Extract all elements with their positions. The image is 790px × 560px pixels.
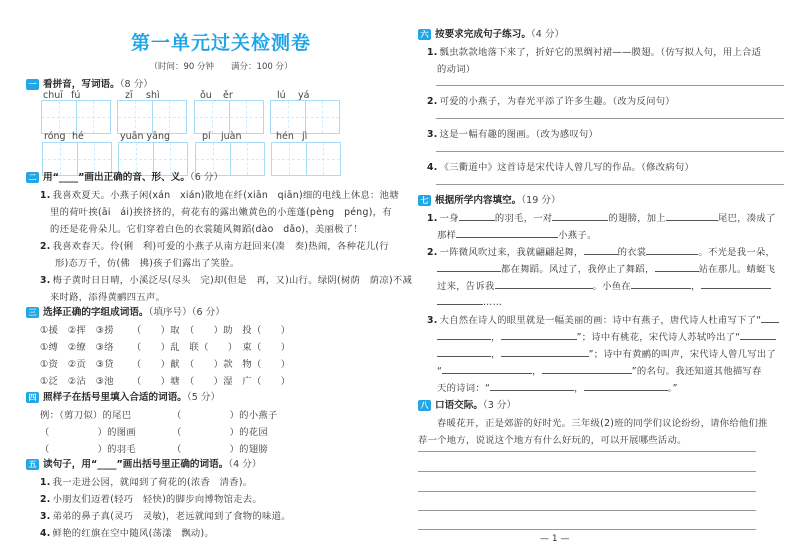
page-title: 第一单元过关检测卷 <box>130 32 311 54</box>
fill-blank[interactable] <box>701 279 771 289</box>
s3-row: ①资 ②贡 ③贷 （ ）献 （ ）款 物（ ） <box>40 359 291 370</box>
fill-blank[interactable] <box>542 364 632 374</box>
s7-q3-line2: ， ”；诗中有桃花，宋代诗人苏轼吟出了“ <box>437 329 776 343</box>
section-score: （3 分） <box>482 400 517 411</box>
section-title: 用“____”画出正确的音、形、义。 <box>43 172 190 183</box>
answer-line[interactable] <box>436 184 784 185</box>
s2-line: 2. 我喜欢春天。伶(俐 利)可爱的小燕子从南方赶回来(凑 奏)热闹，各种花儿(行 <box>40 241 389 252</box>
answer-line[interactable] <box>418 510 756 511</box>
section-badge: 一 <box>26 79 39 90</box>
fill-blank[interactable] <box>552 211 608 221</box>
pinyin-4b: yá <box>298 90 310 101</box>
pinyin-6: yuān yāng <box>120 131 171 142</box>
section-badge: 二 <box>26 172 39 183</box>
right-column <box>418 0 777 560</box>
section-score: （6 分） <box>189 172 224 183</box>
pinyin-3a: ǒu <box>200 90 212 101</box>
s4-cell: （ ）的花园 <box>172 427 268 438</box>
fill-blank[interactable] <box>501 330 577 340</box>
s5-line: 2. 小朋友们迈着(轻巧 轻快)的脚步向博物馆走去。 <box>40 494 262 505</box>
pinyin-5a: róng <box>44 131 66 142</box>
s4-cell: 例：（剪刀似）的尾巴 <box>40 410 132 421</box>
answer-line[interactable] <box>436 118 784 119</box>
section-5-heading <box>26 456 261 470</box>
section-badge: 七 <box>418 195 431 206</box>
fill-blank[interactable] <box>584 381 668 391</box>
pinyin-2b: shì <box>146 90 160 101</box>
pinyin-3b: ěr <box>223 90 233 101</box>
s2-line: 的还是花骨朵儿。它们穿着白色的衣裳随风舞蹈(dào dǎo)，美丽极了！ <box>50 224 363 235</box>
fill-blank[interactable] <box>495 279 593 289</box>
writing-grid[interactable] <box>41 100 111 134</box>
s7-q3-line1: 3. 大自然在诗人的眼里就是一幅美丽的画：诗中有燕子，唐代诗人杜甫写下了“ <box>427 312 779 326</box>
s7-q2-line1: 2. 一阵微风吹过来，我就翩翩起舞， 的衣裳 。不光是我一朵， <box>427 247 776 258</box>
s5-line: 3. 弟弟的鼻子真(灵巧 灵敏)，老远就闻到了食物的味道。 <box>40 511 291 522</box>
answer-line[interactable] <box>418 491 756 492</box>
answer-line[interactable] <box>418 451 756 452</box>
fill-blank[interactable] <box>666 211 718 221</box>
left-column <box>26 0 413 560</box>
section-badge: 八 <box>418 400 431 411</box>
fill-blank[interactable] <box>437 347 491 357</box>
s8-line: 春暖花开，正是郊游的好时光。三年级(2)班的同学们议论纷纷，请你给他们推 <box>437 418 768 429</box>
pinyin-1b: fú <box>71 90 81 101</box>
pinyin-1a: chuī <box>43 90 63 101</box>
fill-blank[interactable] <box>584 245 618 255</box>
fill-blank[interactable] <box>437 295 483 305</box>
section-score: （4 分） <box>228 459 262 470</box>
section-score: （5 分） <box>186 392 221 403</box>
s4-cell: （ ）的翅膀 <box>172 444 268 455</box>
fill-blank[interactable] <box>631 279 691 289</box>
s6-line: 3. 这是一幅有趣的图画。（改为感叹句） <box>427 129 599 140</box>
s7-q3-line4: “ ， ”的名句。我还知道其他描写春 <box>437 366 762 377</box>
section-3-heading <box>26 304 225 318</box>
section-7-heading <box>418 192 561 206</box>
pinyin-2a: zī <box>125 90 133 101</box>
pinyin-7a: pí <box>202 131 211 142</box>
section-title: 选择正确的字组成词语。 <box>43 307 149 318</box>
section-6-heading <box>418 26 564 40</box>
section-badge: 六 <box>418 29 431 40</box>
section-score: （4 分） <box>530 29 565 40</box>
section-score: （填序号）（6 分） <box>148 307 225 318</box>
s6-line: 的动词） <box>437 64 476 75</box>
answer-line[interactable] <box>418 529 756 530</box>
s3-row: ①援 ②挥 ③捞 （ ）取 （ ）助 投（ ） <box>40 325 291 336</box>
pinyin-8a: hén <box>276 131 294 142</box>
s3-row: ①泛 ②沾 ③池 （ ）塘 （ ）湿 广（ ） <box>40 376 291 387</box>
writing-grid[interactable] <box>194 100 264 134</box>
s2-line: 形)态万千，仿(佛 拂)孩子们露出了笑脸。 <box>55 258 240 269</box>
pinyin-7b: juàn <box>221 131 242 142</box>
writing-grid[interactable] <box>271 142 341 176</box>
pinyin-8b: jì <box>302 131 308 142</box>
section-title: 根据所学内容填空。 <box>435 195 522 206</box>
s2-line: 3. 梅子黄时日日晴，小溪泛尽(尽头 完)却(但是 再，又)山行。绿阴(树荫 荫凉)不减 <box>40 275 413 286</box>
section-badge: 五 <box>26 459 39 470</box>
answer-line[interactable] <box>436 85 784 86</box>
fill-blank[interactable] <box>655 262 699 272</box>
section-title: 按要求完成句子练习。 <box>435 29 531 40</box>
section-title: 照样子在括号里填入合适的词语。 <box>43 392 187 403</box>
fill-blank[interactable] <box>442 364 532 374</box>
answer-line[interactable] <box>436 151 784 152</box>
s8-line: 荐一个地方，说说这个地方有什么好玩的，可以开展哪些活动。 <box>418 435 687 446</box>
section-badge: 四 <box>26 392 39 403</box>
s5-line: 1. 我一走进公园，就闻到了荷花的(浓香 清香)。 <box>40 477 253 488</box>
fill-blank[interactable] <box>437 262 501 272</box>
fill-blank[interactable] <box>761 313 779 323</box>
section-title: 看拼音，写词语。 <box>43 79 120 90</box>
section-8-heading <box>418 397 516 411</box>
s3-row: ①缚 ②缭 ③络 （ ）乱 联（ ） 束（ ） <box>40 342 291 353</box>
fill-blank[interactable] <box>490 381 574 391</box>
fill-blank[interactable] <box>437 330 491 340</box>
fill-blank[interactable] <box>501 347 589 357</box>
fill-blank[interactable] <box>456 228 558 238</box>
s6-line: 4. 《三衢道中》这首诗是宋代诗人曾几写的作品。（修改病句） <box>427 162 695 173</box>
section-2-heading <box>26 169 223 183</box>
s7-q2-line3: 过来，告诉我 。小鱼在 ， <box>437 278 771 292</box>
section-score: （19 分） <box>521 195 561 206</box>
s7-q1-line2: 那样 小燕子。 <box>437 230 597 241</box>
s4-cell: （ ）的图画 <box>40 427 136 438</box>
section-badge: 三 <box>26 307 39 318</box>
s7-q3-line5: 天的诗词：“ ， 。” <box>437 383 678 394</box>
writing-grid[interactable] <box>270 100 340 134</box>
s2-line: 来时路，添得黄鹂四五声。 <box>50 292 166 303</box>
fill-blank[interactable] <box>646 245 698 255</box>
fill-blank[interactable] <box>459 211 495 221</box>
section-title: 读句子，用“____”画出括号里正确的词语。 <box>43 459 229 470</box>
writing-grid[interactable] <box>117 100 187 134</box>
fill-blank[interactable] <box>740 330 776 340</box>
s7-q2-line4: …… <box>437 295 502 308</box>
pinyin-4a: lú <box>277 90 286 101</box>
s7-q2-line2: 都在舞蹈。风过了，我停止了舞蹈， 站在那儿。蜻蜓飞 <box>437 261 775 275</box>
page-subtitle: （时间：90 分钟 满分：100 分） <box>149 62 293 72</box>
s7-q3-line3: ， ”；诗中有黄鹂的叫声，宋代诗人曾几写出了 <box>437 346 776 360</box>
section-4-heading <box>26 389 220 403</box>
s6-line: 2. 可爱的小燕子，为春光平添了许多生趣。（改为反问句） <box>427 96 675 107</box>
section-title: 口语交际。 <box>435 400 483 411</box>
page-number: — 1 — <box>540 534 570 544</box>
s6-line: 1. 瓢虫款款地落下来了，折好它的黑绸衬裙——膜翅。（仿写拟人句，用上合适 <box>427 47 762 58</box>
section-1-heading <box>26 76 153 90</box>
s7-q1-line1: 1. 一身 的羽毛，一对 的翅膀，加上 尾巴，凑成了 <box>427 213 776 224</box>
pinyin-5b: hé <box>72 131 84 142</box>
s4-cell: （ ）的小燕子 <box>172 410 278 421</box>
s4-cell: （ ）的羽毛 <box>40 444 136 455</box>
s5-line: 4. 鲜艳的红旗在空中随风(荡漾 飘动)。 <box>40 528 215 539</box>
s2-line: 1. 我喜欢夏天。小燕子闲(xán xián)散地在纤(xiān qiān)细的电线上休息：池塘 <box>40 190 399 201</box>
s2-line: 里的荷叶挨(āi ái)挨挤挤的，荷花有的露出嫩黄色的小莲蓬(pèng péng)，有 <box>50 207 392 218</box>
section-score: （8 分） <box>119 79 153 90</box>
answer-line[interactable] <box>418 471 756 472</box>
